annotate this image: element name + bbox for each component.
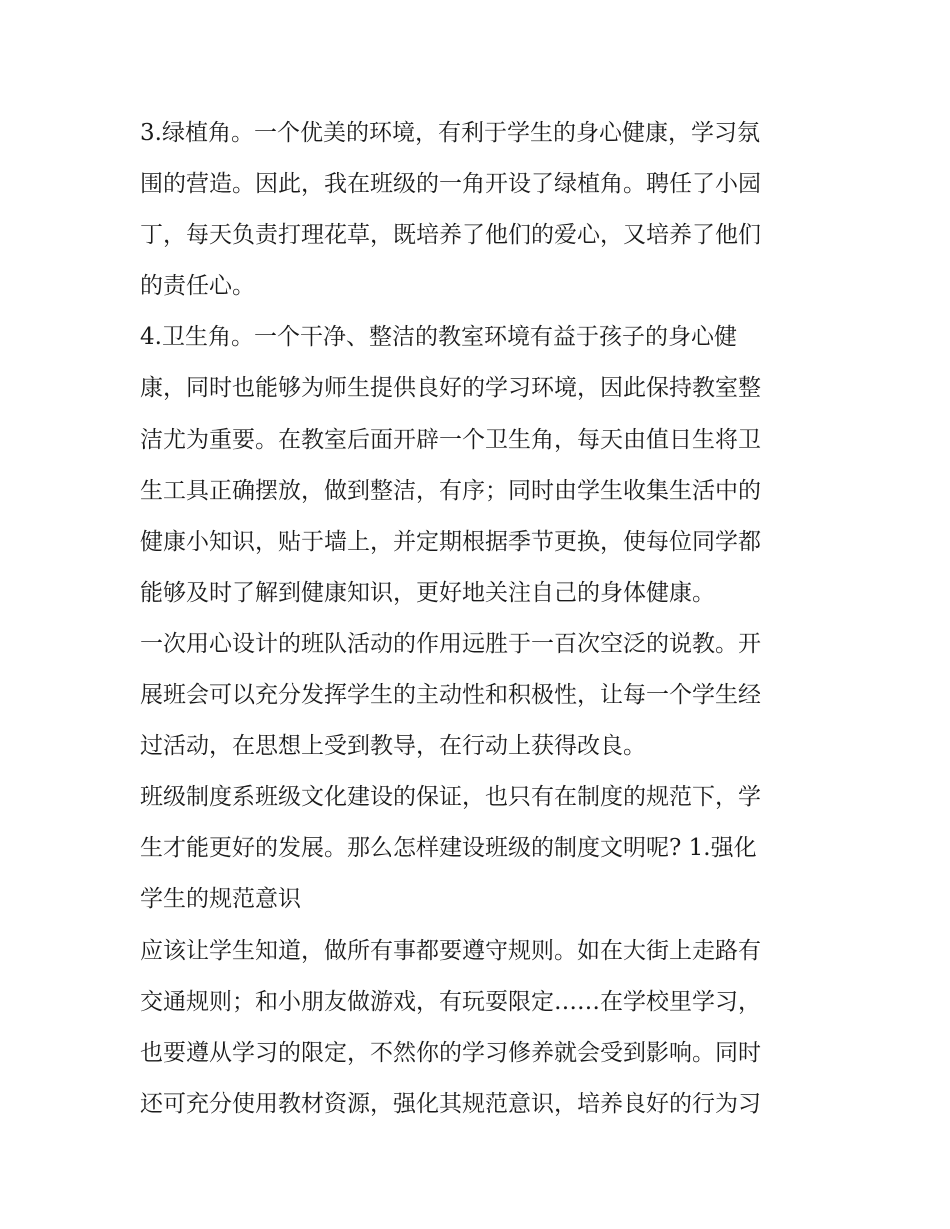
text-line: 一次用心设计的班队活动的作用远胜于一百次空泛的说教。开	[140, 630, 761, 657]
text-line: 交通规则；和小朋友做游戏，有玩耍限定……在学校里学习，	[140, 988, 761, 1015]
text-line: 3.绿植角。一个优美的环境，有利于学生的身心健康，学习氛	[140, 120, 760, 146]
paragraph-class-activity	[140, 619, 815, 772]
text-line: 健康小知识，贴于墙上，并定期根据季节更换，使每位同学都	[140, 528, 761, 555]
text-line: 4.卫生角。一个干净、整洁的教室环境有益于孩子的身心健	[140, 324, 737, 351]
paragraph-rules-awareness	[140, 926, 815, 1130]
text-line: 洁尤为重要。在教室后面开辟一个卫生角，每天由值日生将卫	[140, 426, 761, 453]
text-line: 康，同时也能够为师生提供良好的学习环境，因此保持教室整	[140, 375, 761, 402]
document-body	[140, 108, 815, 1130]
text-line: 生才能更好的发展。那么怎样建设班级的制度文明呢? 1.强化	[140, 835, 757, 862]
paragraph-green-corner	[140, 108, 815, 312]
text-line: 也要遵从学习的限定，不然你的学习修养就会受到影响。同时	[140, 1039, 761, 1066]
paragraph-hygiene-corner	[140, 312, 815, 619]
text-line: 围的营造。因此，我在班级的一角开设了绿植角。聘任了小园	[140, 171, 761, 198]
text-line: 的责任心。	[140, 273, 255, 300]
text-line: 过活动，在思想上受到教导，在行动上获得改良。	[140, 733, 646, 760]
paragraph-class-system	[140, 772, 815, 925]
text-line: 班级制度系班级文化建设的保证，也只有在制度的规范下，学	[140, 784, 761, 811]
text-line: 应该让学生知道，做所有事都要遵守规则。如在大街上走路有	[140, 937, 761, 964]
text-line: 能够及时了解到健康知识，更好地关注自己的身体健康。	[140, 579, 715, 606]
text-line: 丁，每天负责打理花草，既培养了他们的爱心，又培养了他们	[140, 222, 761, 249]
text-line: 还可充分使用教材资源，强化其规范意识，培养良好的行为习	[140, 1090, 761, 1117]
text-line: 生工具正确摆放，做到整洁，有序；同时由学生收集生活中的	[140, 477, 761, 504]
text-line: 学生的规范意识	[140, 886, 301, 913]
text-line: 展班会可以充分发挥学生的主动性和积极性，让每一个学生经	[140, 682, 761, 709]
